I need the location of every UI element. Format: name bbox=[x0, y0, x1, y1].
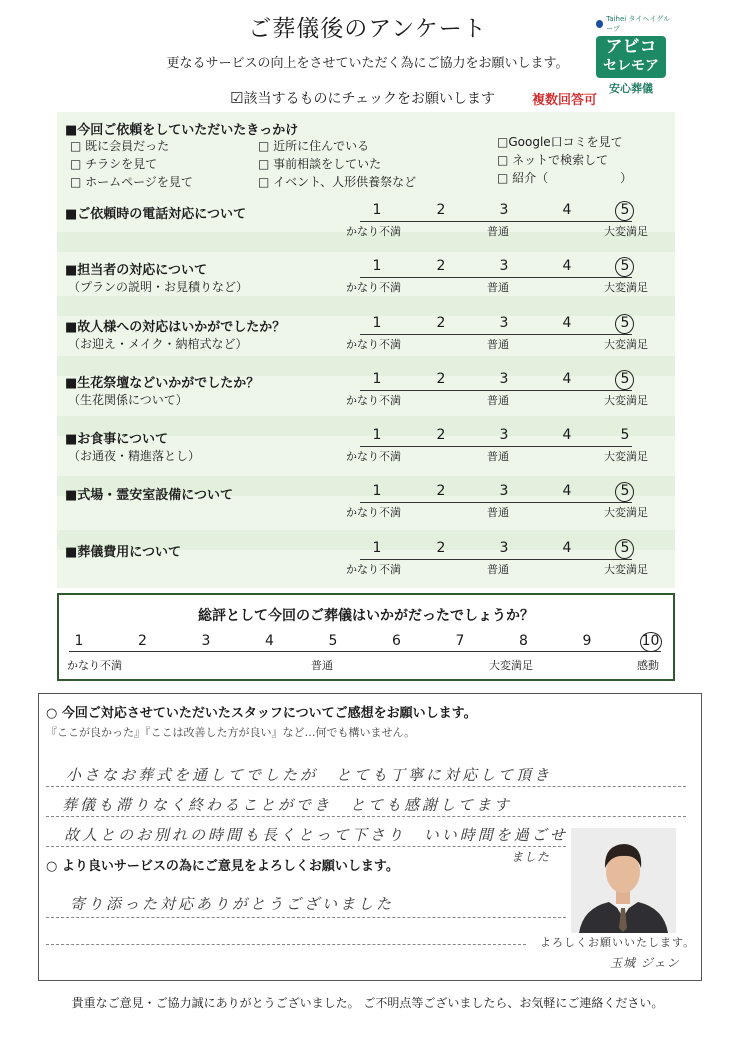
scale-label-mid: 普通 bbox=[487, 506, 509, 519]
rating-scale-line bbox=[360, 334, 632, 335]
rating-option-4[interactable]: 4 bbox=[562, 483, 572, 499]
rating-option-5[interactable]: 5 bbox=[620, 483, 630, 499]
check-instruction bbox=[230, 88, 495, 108]
rating-option-1[interactable]: 1 bbox=[372, 202, 382, 218]
rating-option-4[interactable]: 4 bbox=[562, 258, 572, 274]
scale-label-low: かなり不満 bbox=[346, 225, 401, 238]
selected-circle-icon bbox=[615, 370, 634, 390]
overall-label: 感動 bbox=[637, 659, 659, 672]
selected-circle-icon bbox=[615, 257, 634, 277]
rating-option-3[interactable]: 3 bbox=[499, 315, 509, 331]
rating-option-1[interactable]: 1 bbox=[372, 540, 382, 556]
rating-title: ■お食事について bbox=[65, 432, 169, 447]
rating-option-5[interactable]: 5 bbox=[620, 202, 630, 218]
q1-option[interactable]: □ 近所に住んでいる bbox=[258, 139, 370, 153]
rating-title: ■葬儀費用について bbox=[65, 545, 182, 560]
rating-option-2[interactable]: 2 bbox=[436, 202, 446, 218]
rating-option-5[interactable]: 5 bbox=[620, 540, 630, 556]
scale-label-high: 大変満足 bbox=[604, 338, 648, 351]
logo-tagline: 安心葬儀 bbox=[609, 82, 653, 95]
scale-label-low: かなり不満 bbox=[346, 450, 401, 463]
rating-scale-line bbox=[360, 502, 632, 503]
scale-label-low: かなり不満 bbox=[346, 281, 401, 294]
overall-title: 総評として今回のご葬儀はいかがだったでしょうか？ bbox=[198, 608, 534, 624]
rating-option-4[interactable]: 4 bbox=[562, 202, 572, 218]
q1-option[interactable]: □ 既に会員だった bbox=[70, 139, 170, 153]
rating-title: ■生花祭壇などいかがでしたか？ bbox=[65, 376, 260, 391]
staff-photo bbox=[571, 828, 676, 933]
logo-badge bbox=[596, 36, 666, 78]
overall-option-8[interactable]: 8 bbox=[519, 633, 528, 649]
selected-circle-icon bbox=[615, 201, 634, 221]
rating-option-3[interactable]: 3 bbox=[499, 202, 509, 218]
selected-circle-icon bbox=[615, 314, 634, 334]
rating-option-1[interactable]: 1 bbox=[372, 427, 382, 443]
overall-option-5[interactable]: 5 bbox=[328, 633, 338, 649]
scale-label-high: 大変満足 bbox=[604, 394, 648, 407]
logo-line1: アビコ bbox=[605, 37, 657, 57]
staff-portrait-icon bbox=[571, 828, 676, 933]
rating-option-5[interactable]: 5 bbox=[620, 315, 630, 331]
overall-option-3[interactable]: 3 bbox=[201, 633, 211, 649]
rating-title: ■式場・霊安室設備について bbox=[65, 488, 234, 503]
rating-scale-line bbox=[360, 390, 632, 391]
rating-option-4[interactable]: 4 bbox=[562, 315, 572, 331]
rating-option-1[interactable]: 1 bbox=[372, 371, 382, 387]
overall-option-10[interactable]: 10 bbox=[641, 633, 660, 649]
overall-scale-line bbox=[69, 651, 661, 652]
rating-option-5[interactable]: 5 bbox=[620, 371, 630, 387]
rating-subtitle: （お通夜・精進落とし） bbox=[68, 449, 201, 463]
staff-comment-line: 故人とのお別れの時間も長くとって下さり いい時間を過ごせ bbox=[64, 826, 568, 844]
rating-title: ■故人様への対応はいかがでしたか？ bbox=[65, 320, 286, 335]
logo-group: Taihei タイヘイグループ bbox=[606, 15, 670, 33]
staff-comment-heading: ○ 今回ご対応させていただいたスタッフについてご感想をお願いします。 bbox=[46, 706, 477, 721]
staff-comment-line: 葬儀も滞りなく終わることができ とても感謝してます bbox=[62, 796, 513, 814]
q1-option[interactable]: □ イベント、人形供養祭など bbox=[258, 175, 417, 189]
rating-scale-line bbox=[360, 221, 632, 222]
rating-option-1[interactable]: 1 bbox=[372, 258, 382, 274]
service-comment-line: 寄り添った対応ありがとうございました bbox=[70, 895, 395, 913]
staff-comment-line: ました bbox=[511, 850, 551, 864]
taihei-logo-icon bbox=[596, 20, 603, 28]
q1-option[interactable]: □ 事前相談をしていた bbox=[258, 157, 382, 171]
multiple-answer-note: 複数回答可 bbox=[532, 93, 598, 108]
scale-label-low: かなり不満 bbox=[346, 338, 401, 351]
rating-option-2[interactable]: 2 bbox=[436, 427, 446, 443]
rating-option-3[interactable]: 3 bbox=[499, 371, 509, 387]
staff-name: 玉城 ジェン bbox=[610, 956, 680, 970]
rating-option-3[interactable]: 3 bbox=[499, 258, 509, 274]
rating-option-2[interactable]: 2 bbox=[436, 540, 446, 556]
q1-option[interactable]: □ ホームページを見て bbox=[70, 175, 193, 189]
overall-option-2[interactable]: 2 bbox=[138, 633, 147, 649]
scale-label-low: かなり不満 bbox=[346, 563, 401, 576]
scale-label-mid: 普通 bbox=[487, 563, 509, 576]
rating-scale-line bbox=[360, 446, 632, 447]
page-subtitle: 更なるサービスの向上をさせていただく為にご協力をお願いします。 bbox=[166, 56, 569, 71]
rating-title: ■ご依頼時の電話対応について bbox=[65, 207, 247, 222]
rating-option-1[interactable]: 1 bbox=[372, 315, 382, 331]
scale-label-low: かなり不満 bbox=[346, 506, 401, 519]
rating-option-1[interactable]: 1 bbox=[372, 483, 382, 499]
rating-scale-line bbox=[360, 559, 632, 560]
overall-option-4[interactable]: 4 bbox=[265, 633, 274, 649]
scale-label-mid: 普通 bbox=[487, 338, 509, 351]
rating-option-5[interactable]: 5 bbox=[620, 427, 630, 443]
q1-option[interactable]: □ 紹介（ ） bbox=[497, 171, 633, 185]
service-comment-heading: ○ より良いサービスの為にご意見をよろしくお願いします。 bbox=[46, 859, 399, 874]
rating-option-2[interactable]: 2 bbox=[436, 483, 446, 499]
staff-comment-note: 『ここが良かった』『ここは改善した方が良い』など…何でも構いません。 bbox=[46, 726, 416, 739]
selected-circle-icon bbox=[615, 539, 634, 559]
rating-subtitle: （プランの説明・お見積りなど） bbox=[68, 280, 249, 294]
overall-rating-box bbox=[57, 593, 675, 681]
overall-label: 大変満足 bbox=[489, 659, 533, 672]
scale-label-high: 大変満足 bbox=[604, 281, 648, 294]
scale-label-mid: 普通 bbox=[487, 225, 509, 238]
scale-label-high: 大変満足 bbox=[604, 450, 648, 463]
rating-option-3[interactable]: 3 bbox=[499, 540, 509, 556]
q1-title: ■今回ご依頼をしていただいたきっかけ bbox=[65, 123, 299, 138]
page-title: ご葬儀後のアンケート bbox=[248, 16, 487, 42]
scale-label-high: 大変満足 bbox=[604, 506, 648, 519]
selected-circle-icon bbox=[615, 482, 634, 502]
rating-option-2[interactable]: 2 bbox=[436, 371, 446, 387]
scale-label-high: 大変満足 bbox=[604, 563, 648, 576]
rating-option-3[interactable]: 3 bbox=[499, 427, 509, 443]
staff-message: よろしくお願いいたします。 bbox=[540, 936, 696, 949]
scale-label-mid: 普通 bbox=[487, 450, 509, 463]
overall-label: 普通 bbox=[311, 659, 333, 672]
scale-label-mid: 普通 bbox=[487, 394, 509, 407]
rating-subtitle: （生花関係について） bbox=[68, 393, 188, 407]
scale-label-high: 大変満足 bbox=[604, 225, 648, 238]
q1-option[interactable]: □Google口コミを見て bbox=[497, 135, 623, 149]
rating-scale-line bbox=[360, 277, 632, 278]
overall-option-1[interactable]: 1 bbox=[74, 633, 84, 649]
rating-option-4[interactable]: 4 bbox=[562, 371, 572, 387]
company-logo bbox=[596, 14, 676, 95]
checked-box-icon: ☑ bbox=[230, 89, 244, 107]
logo-line2: セレモア bbox=[603, 58, 659, 74]
scale-label-low: かなり不満 bbox=[346, 394, 401, 407]
rating-option-4[interactable]: 4 bbox=[562, 427, 572, 443]
rating-option-2[interactable]: 2 bbox=[436, 258, 446, 274]
rating-option-4[interactable]: 4 bbox=[562, 540, 572, 556]
overall-option-7[interactable]: 7 bbox=[455, 633, 465, 649]
overall-option-6[interactable]: 6 bbox=[392, 633, 401, 649]
overall-label: かなり不満 bbox=[67, 659, 122, 672]
q1-option[interactable]: □ ネットで検索して bbox=[497, 153, 609, 167]
rating-option-3[interactable]: 3 bbox=[499, 483, 509, 499]
staff-comment-line: 小さなお葬式を通してでしたが とても丁寧に対応して頂き bbox=[66, 766, 553, 784]
rating-option-5[interactable]: 5 bbox=[620, 258, 630, 274]
selected-circle-icon bbox=[640, 632, 662, 652]
scale-label-mid: 普通 bbox=[487, 281, 509, 294]
q1-option[interactable]: □ チラシを見て bbox=[70, 157, 158, 171]
rating-option-2[interactable]: 2 bbox=[436, 315, 446, 331]
overall-option-9[interactable]: 9 bbox=[582, 633, 592, 649]
footer-text: 貴重なご意見・ご協力誠にありがとうございました。 ご不明点等ございましたら、お気軽にご連絡ください。 bbox=[71, 996, 664, 1010]
rating-title: ■担当者の対応について bbox=[65, 263, 208, 278]
instruction-text: 該当するものにチェックをお願いします bbox=[243, 91, 496, 107]
rating-subtitle: （お迎え・メイク・納棺式など） bbox=[68, 337, 248, 351]
